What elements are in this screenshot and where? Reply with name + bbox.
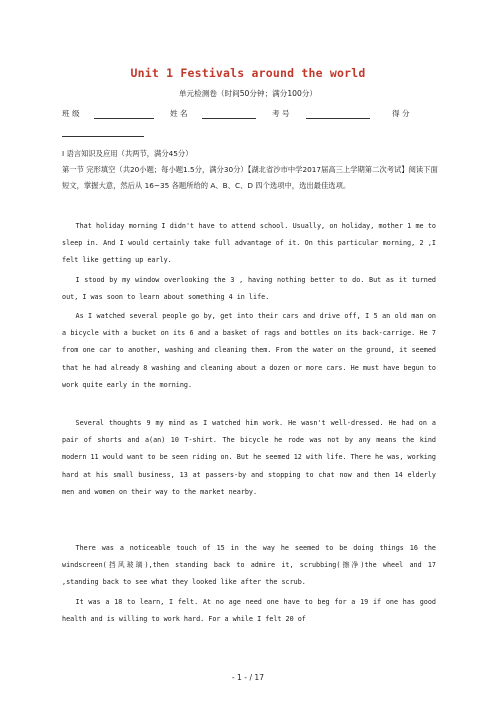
paragraph-6: It was a 18 to learn, I felt. At no age need one have to beg for a 19 if one has good health and is willing to work hard. For a while I felt 20 of xyxy=(62,598,436,624)
class-label: 班 级 xyxy=(62,109,80,118)
student-info-row xyxy=(62,108,434,122)
section-intro: 第一节 完形填空（共20小题；每小题1.5分，满分30分）【湖北省沙市中学2017届高三上学期第二次考试】阅读下面短文，掌握大意，然后从 16~35 各题所给的 A、B、C、D 四个选项中，选出最佳选项。 xyxy=(62,165,438,190)
class-blank xyxy=(94,118,154,119)
page-title: Unit 1 Festivals around the world xyxy=(130,66,366,80)
part-heading: I 语言知识及应用（共两节，满分45分） xyxy=(62,149,193,158)
score-label: 得 分 xyxy=(392,109,410,118)
score-blank xyxy=(62,136,144,137)
page-number: - 1 - / 17 xyxy=(231,673,265,682)
paragraph-4: Several thoughts 9 my mind as I watched him work. He wasn't well-dressed. He had on a pair of shorts and a(an) 10 T-shirt. The bicycle he rode was not by any means the kind modern 11 would want to be seen riding on. But he seemed 12 with life. There he was, working hard at his small business, 13 at passers-by and stopping to chat now and then 14 elderly men and women on their way to the market nearby. xyxy=(62,419,436,496)
paragraph-5: There was a noticeable touch of 15 in the way he seemed to be doing things 16 the windscreen(挡风玻璃),then standing back to admire it, scrubbing(擦净)the wheel and 17 ,standing back to see what they looked like after the scrub. xyxy=(62,544,436,587)
exam-subtitle: 单元检测卷（时间50分钟；满分100分） xyxy=(178,89,318,98)
name-label: 姓 名 xyxy=(170,109,188,118)
paragraph-2: I stood by my window overlooking the 3 , having nothing better to do. But as it turned out, I was soon to learn about something 4 in life. xyxy=(62,276,436,302)
paragraph-1: That holiday morning I didn't have to attend school. Usually, on holiday, mother 1 me to sleep in. And I would certainly take full advantage of it. On this particular morning, 2 ,I felt like getting up early. xyxy=(62,222,436,265)
exam-no-blank xyxy=(306,118,370,119)
exam-no-label: 考 号 xyxy=(272,109,290,118)
name-blank xyxy=(202,118,256,119)
paragraph-3: As I watched several people go by, get into their cars and drive off, I 5 an old man on a bicycle with a bucket on its 6 and a basket of rags and bottles on its back-carrige. He 7 from one car to another, washing and cleaning them. From the water on the ground, it seemed that he had already 8 washing and cleaning about a dozen or more cars. He must have begun to work quite early in the morning. xyxy=(62,312,436,389)
